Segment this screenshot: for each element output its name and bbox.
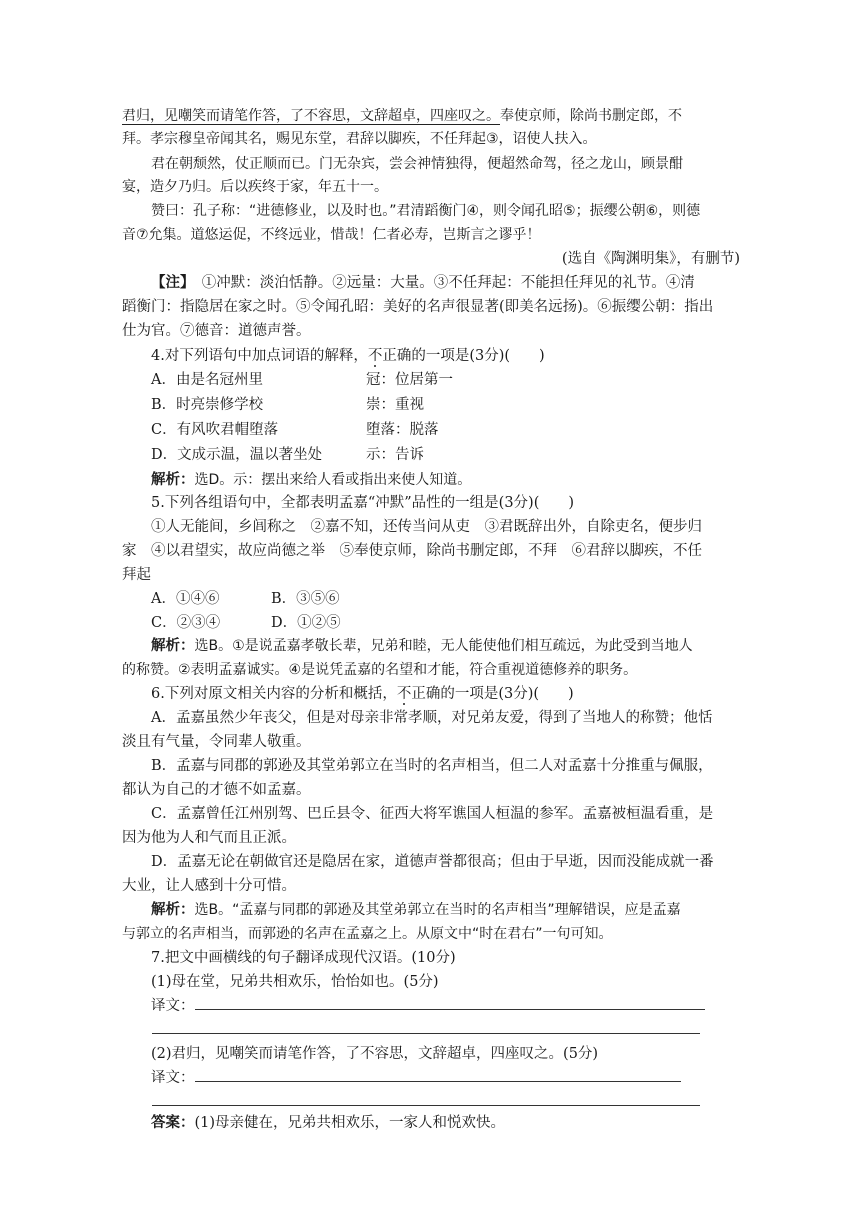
q7-translation-2-line-2 bbox=[122, 1091, 740, 1113]
q7-translation-1: 译文： bbox=[122, 995, 740, 1017]
question-5: 5.下列各组语句中，全都表明孟嘉“冲默”品性的一组是(3分)( ) bbox=[151, 495, 575, 511]
q7-translation-2: 译文： bbox=[122, 1067, 740, 1089]
source-citation: (选自《陶渊明集》，有删节) bbox=[561, 251, 740, 267]
passage-line-2: 拜。孝宗穆皇帝闻其名，赐见东堂，君辞以脚疾，不任拜起③，诏使人扶入。 bbox=[122, 131, 597, 147]
notes-line-2: 蹈衡门：指隐居在家之时。⑤令闻孔昭：美好的名声很显著(即美名远扬)。⑥振缨公朝：指出 bbox=[122, 299, 714, 315]
q6-option-d-line-1: D．孟嘉无论在朝做官还是隐居在家，道德声誉都很高；但由于早逝，因而没能成就一番 bbox=[151, 854, 714, 870]
q6-analysis-line-1: 解析：选B。“孟嘉与同郡的郭逊及其堂弟郭立在当时的名声相当”理解错误，应是孟嘉 bbox=[151, 901, 681, 918]
q5-items-line-1: ①人无能间，乡闾称之 ②嘉不知，还传当问从吏 ③君既辞出外，自除吏名，便步归 bbox=[151, 519, 702, 535]
q5-items-line-2: 家 ④以君望实，故应尚德之举 ⑤奉使京师，除尚书删定郎，不拜 ⑥君辞以脚疾，不任 bbox=[122, 543, 702, 559]
q7-translation-1-line-2 bbox=[122, 1019, 740, 1041]
answer-blank[interactable] bbox=[152, 1019, 700, 1034]
passage-line-4: 宴，造夕乃归。后以疾终于家，年五十一。 bbox=[122, 179, 388, 195]
q7-sentence-1: (1)母在堂，兄弟共相欢乐，怡怡如也。(5分) bbox=[151, 974, 439, 990]
answer-blank[interactable] bbox=[195, 1067, 681, 1082]
q6-option-b-line-1: B．孟嘉与同郡的郭逊及其堂弟郭立在当时的名声相当，但二人对孟嘉十分推重与佩服， bbox=[151, 758, 713, 774]
passage-line-6: 音⑦允集。道悠运促，不终远业，惜哉！仁者必寿，岂斯言之谬乎！ bbox=[122, 227, 541, 243]
q4-option-c: C．有风吹君帽堕落 堕落：脱落 bbox=[151, 422, 439, 438]
q5-options-cd: C．②③④ D．①②⑤ bbox=[151, 615, 341, 631]
question-6: 6.下列对原文相关内容的分析和概括，不正确的一项是(3分)( ) bbox=[151, 686, 574, 702]
q6-analysis-line-2: 与郭立的名声相当，而郭逊的名声在孟嘉之上。从原文中“时在君右”一句可知。 bbox=[122, 926, 613, 942]
q4-option-a: A．由是名冠州里 冠：位居第一 bbox=[151, 372, 453, 388]
q6-option-a-line-1: A．孟嘉虽然少年丧父，但是对母亲非常孝顺，对兄弟友爱，得到了当地人的称赞；他恬 bbox=[151, 710, 713, 726]
passage-line-1: 君归，见嘲笑而请笔作答，了不容思，文辞超卓，四座叹之。奉使京师，除尚书删定郎，不 bbox=[122, 108, 682, 124]
passage-line-5: 赞曰：孔子称：“进德修业，以及时也。”君清蹈衡门④，则令闻孔昭⑤；振缨公朝⑥，则德 bbox=[151, 203, 701, 219]
q5-items-line-3: 拜起 bbox=[122, 567, 151, 583]
q5-options-ab: A．①④⑥ B．③⑤⑥ bbox=[151, 591, 340, 607]
q6-option-b-line-2: 都认为自己的才德不如孟嘉。 bbox=[122, 782, 311, 798]
q4-analysis: 解析：选D。示：摆出来给人看或指出来使人知道。 bbox=[151, 471, 472, 488]
question-4: 4.对下列语句中加点词语的解释，不正确的一项是(3分)( ) bbox=[151, 348, 545, 364]
q7-sentence-2: (2)君归，见嘲笑而请笔作答，了不容思，文辞超卓，四座叹之。(5分) bbox=[151, 1046, 599, 1062]
answer-blank[interactable] bbox=[195, 995, 705, 1010]
q6-option-c-line-1: C．孟嘉曾任江州别驾、巴丘县令、征西大将军谯国人桓温的参军。孟嘉被桓温看重，是 bbox=[151, 806, 714, 822]
answer-blank[interactable] bbox=[152, 1091, 700, 1106]
q5-analysis-line-2: 的称赞。②表明孟嘉诚实。④是说凭孟嘉的名望和才能，符合重视道德修养的职务。 bbox=[122, 662, 638, 678]
q6-option-c-line-2: 因为他为人和气而且正派。 bbox=[122, 830, 296, 846]
q6-option-a-line-2: 淡且有气量，令同辈人敬重。 bbox=[122, 734, 311, 750]
q6-option-d-line-2: 大业，让人感到十分可惜。 bbox=[122, 878, 296, 894]
q7-answer: 答案：(1)母亲健在，兄弟共相欢乐，一家人和悦欢快。 bbox=[151, 1114, 506, 1131]
q4-option-d: D．文成示温，温以著坐处 示：告诉 bbox=[151, 447, 424, 463]
passage-line-3: 君在朝颓然，仗正顺而已。门无杂宾，尝会神情独得，便超然命驾，径之龙山，顾景酣 bbox=[151, 156, 683, 172]
q4-option-b: B．时亮崇修学校 崇：重视 bbox=[151, 397, 424, 413]
question-7: 7.把文中画横线的句子翻译成现代汉语。(10分) bbox=[151, 950, 456, 966]
notes-line-3: 仕为官。⑦德音：道德声誉。 bbox=[122, 323, 311, 339]
notes-line-1: 【注】 ①冲默：淡泊恬静。②远量：大量。③不任拜起：不能担任拜见的礼节。④清 bbox=[151, 274, 695, 291]
q5-analysis-line-1: 解析：选B。①是说孟嘉孝敬长辈，兄弟和睦，无人能使他们相互疏远，为此受到当地人 bbox=[151, 637, 693, 654]
